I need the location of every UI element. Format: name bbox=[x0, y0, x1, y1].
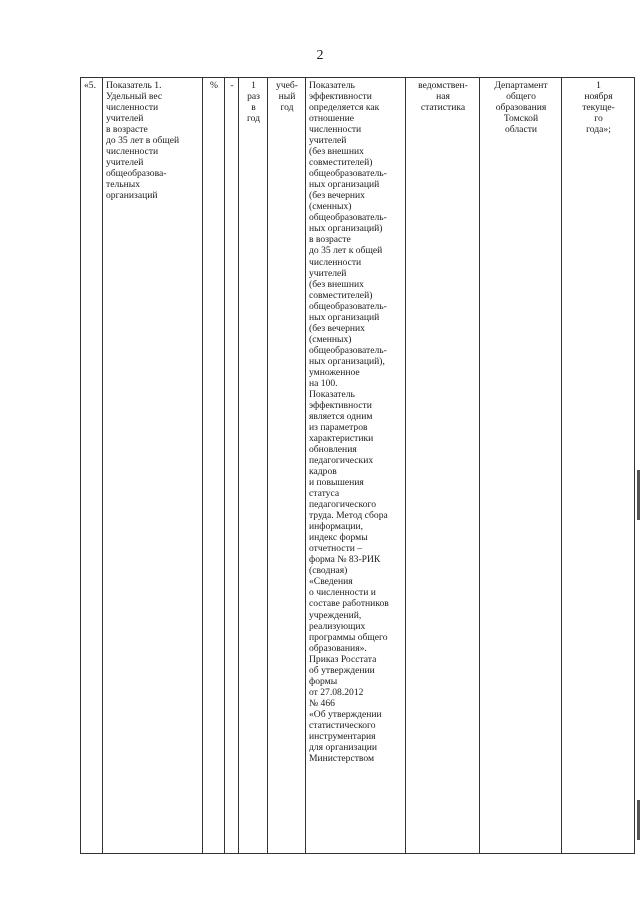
unit-cell: % bbox=[203, 78, 225, 854]
indicator-table bbox=[80, 77, 635, 854]
row-number-cell: «5. bbox=[81, 78, 103, 854]
indicator-name-cell: Показатель 1. Удельный вес численности учителей в возрасте до 35 лет в общей численности учителей общеобразова- тельных организаций bbox=[103, 78, 203, 854]
frequency-cell: 1 раз в год bbox=[239, 78, 268, 854]
dash-cell: - bbox=[225, 78, 239, 854]
deadline-cell: 1 ноября текуще- го года»; bbox=[562, 78, 635, 854]
responsible-cell: Департамент общего образования Томской области bbox=[480, 78, 562, 854]
page-number: 2 bbox=[316, 48, 324, 63]
definition-cell: Показатель эффективности определяется как отношение численности учителей (без внешних совместителей) общеобразователь- ных организаций (без вечерних (сменных) общеобразователь- ных организаций) в возрасте до 35 лет к общей численности учителей (без внешних совместителей) общеобразователь- ных организаций (без вечерних (сменных) общеобразователь- ных организаций), умноженное на 100. Показатель эффективности является одним из параметров характеристики обновления педагогических кадров и повышения статуса педагогического труда. Метод сбора информации, индекс формы отчетности – форма № 83-РИК (сводная) «Сведения о численности и составе работников учреждений, реализующих программы общего образования». Приказ Росстата об утверждении формы от 27.08.2012 № 466 «Об утверждении статистического инструментария для организации Министерством bbox=[306, 78, 406, 854]
table-row bbox=[81, 78, 635, 854]
source-cell: ведомствен- ная статистика bbox=[406, 78, 480, 854]
period-cell: учеб- ный год bbox=[268, 78, 306, 854]
